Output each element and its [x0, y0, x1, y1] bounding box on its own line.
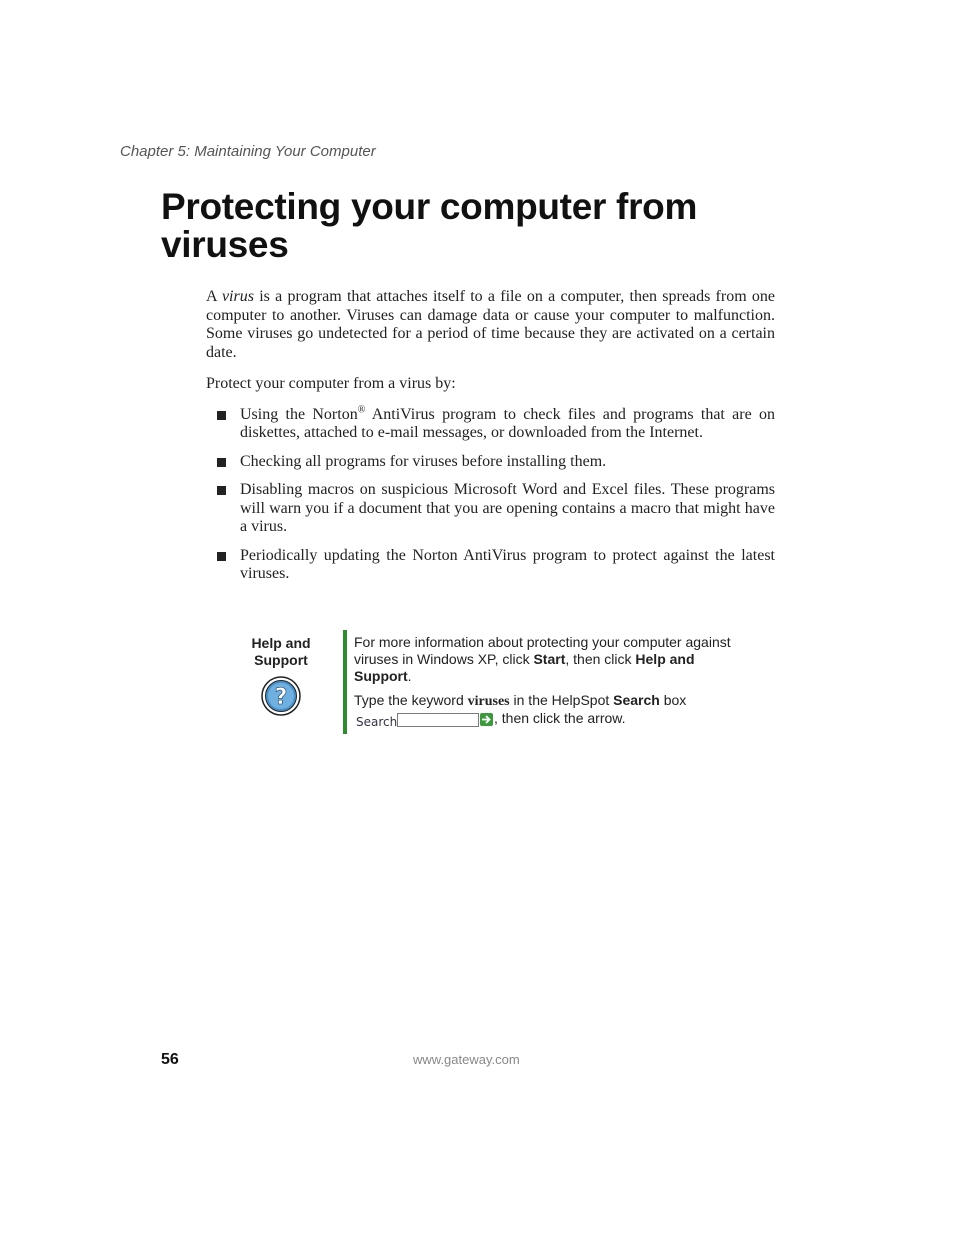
square-bullet-icon [217, 552, 226, 561]
help-search-paragraph: Type the keyword viruses in the HelpSpot Search box Search , then click the arrow. [354, 692, 687, 729]
help-divider [343, 630, 347, 734]
help-question-icon [261, 676, 301, 716]
help-text [354, 634, 734, 736]
registered-mark: ® [357, 404, 366, 416]
main-content [206, 288, 775, 594]
search-box-illustration [354, 711, 494, 729]
list-item: Checking all programs for viruses before installing them. [206, 453, 775, 472]
arrow-right-icon [480, 713, 493, 726]
keyword: viruses [467, 694, 510, 709]
svg-text:?: ? [274, 685, 288, 710]
square-bullet-icon [217, 486, 226, 495]
virus-term: virus [221, 288, 254, 305]
square-bullet-icon [217, 411, 226, 420]
page-number: 56 [161, 1051, 179, 1068]
list-item: Using the Norton® AntiVirus program to check files and programs that are on diskettes, attached to e-mail messages, or downloaded from the Internet. [206, 406, 775, 443]
help-paragraph: For more information about protecting your computer against viruses in Windows XP, click Start, then click Help and Support. [354, 634, 731, 684]
list-item: Disabling macros on suspicious Microsoft Word and Excel files. These programs will warn you if a document that you are opening contains a macro that might have a virus. [206, 481, 775, 537]
protection-list [206, 406, 775, 584]
list-item: Periodically updating the Norton AntiVirus program to protect against the latest viruses. [206, 547, 775, 584]
search-label: Search [356, 715, 398, 729]
search-input-illustration [397, 713, 479, 727]
square-bullet-icon [217, 458, 226, 467]
page-title: Protecting your computer from viruses [161, 186, 698, 265]
help-support-label: Help and Support [251, 635, 311, 668]
list-intro: Protect your computer from a virus by: [206, 374, 456, 392]
chapter-header: Chapter 5: Maintaining Your Computer [120, 143, 376, 160]
intro-paragraph: A virus is a program that attaches itself to a file on a computer, then spreads from one computer to another. Viruses can damage data or cause your computer to malfunction. Some viruses go undetected for a period of time because they are activated on a certain date. [206, 288, 776, 361]
footer-url: www.gateway.com [413, 1052, 520, 1067]
